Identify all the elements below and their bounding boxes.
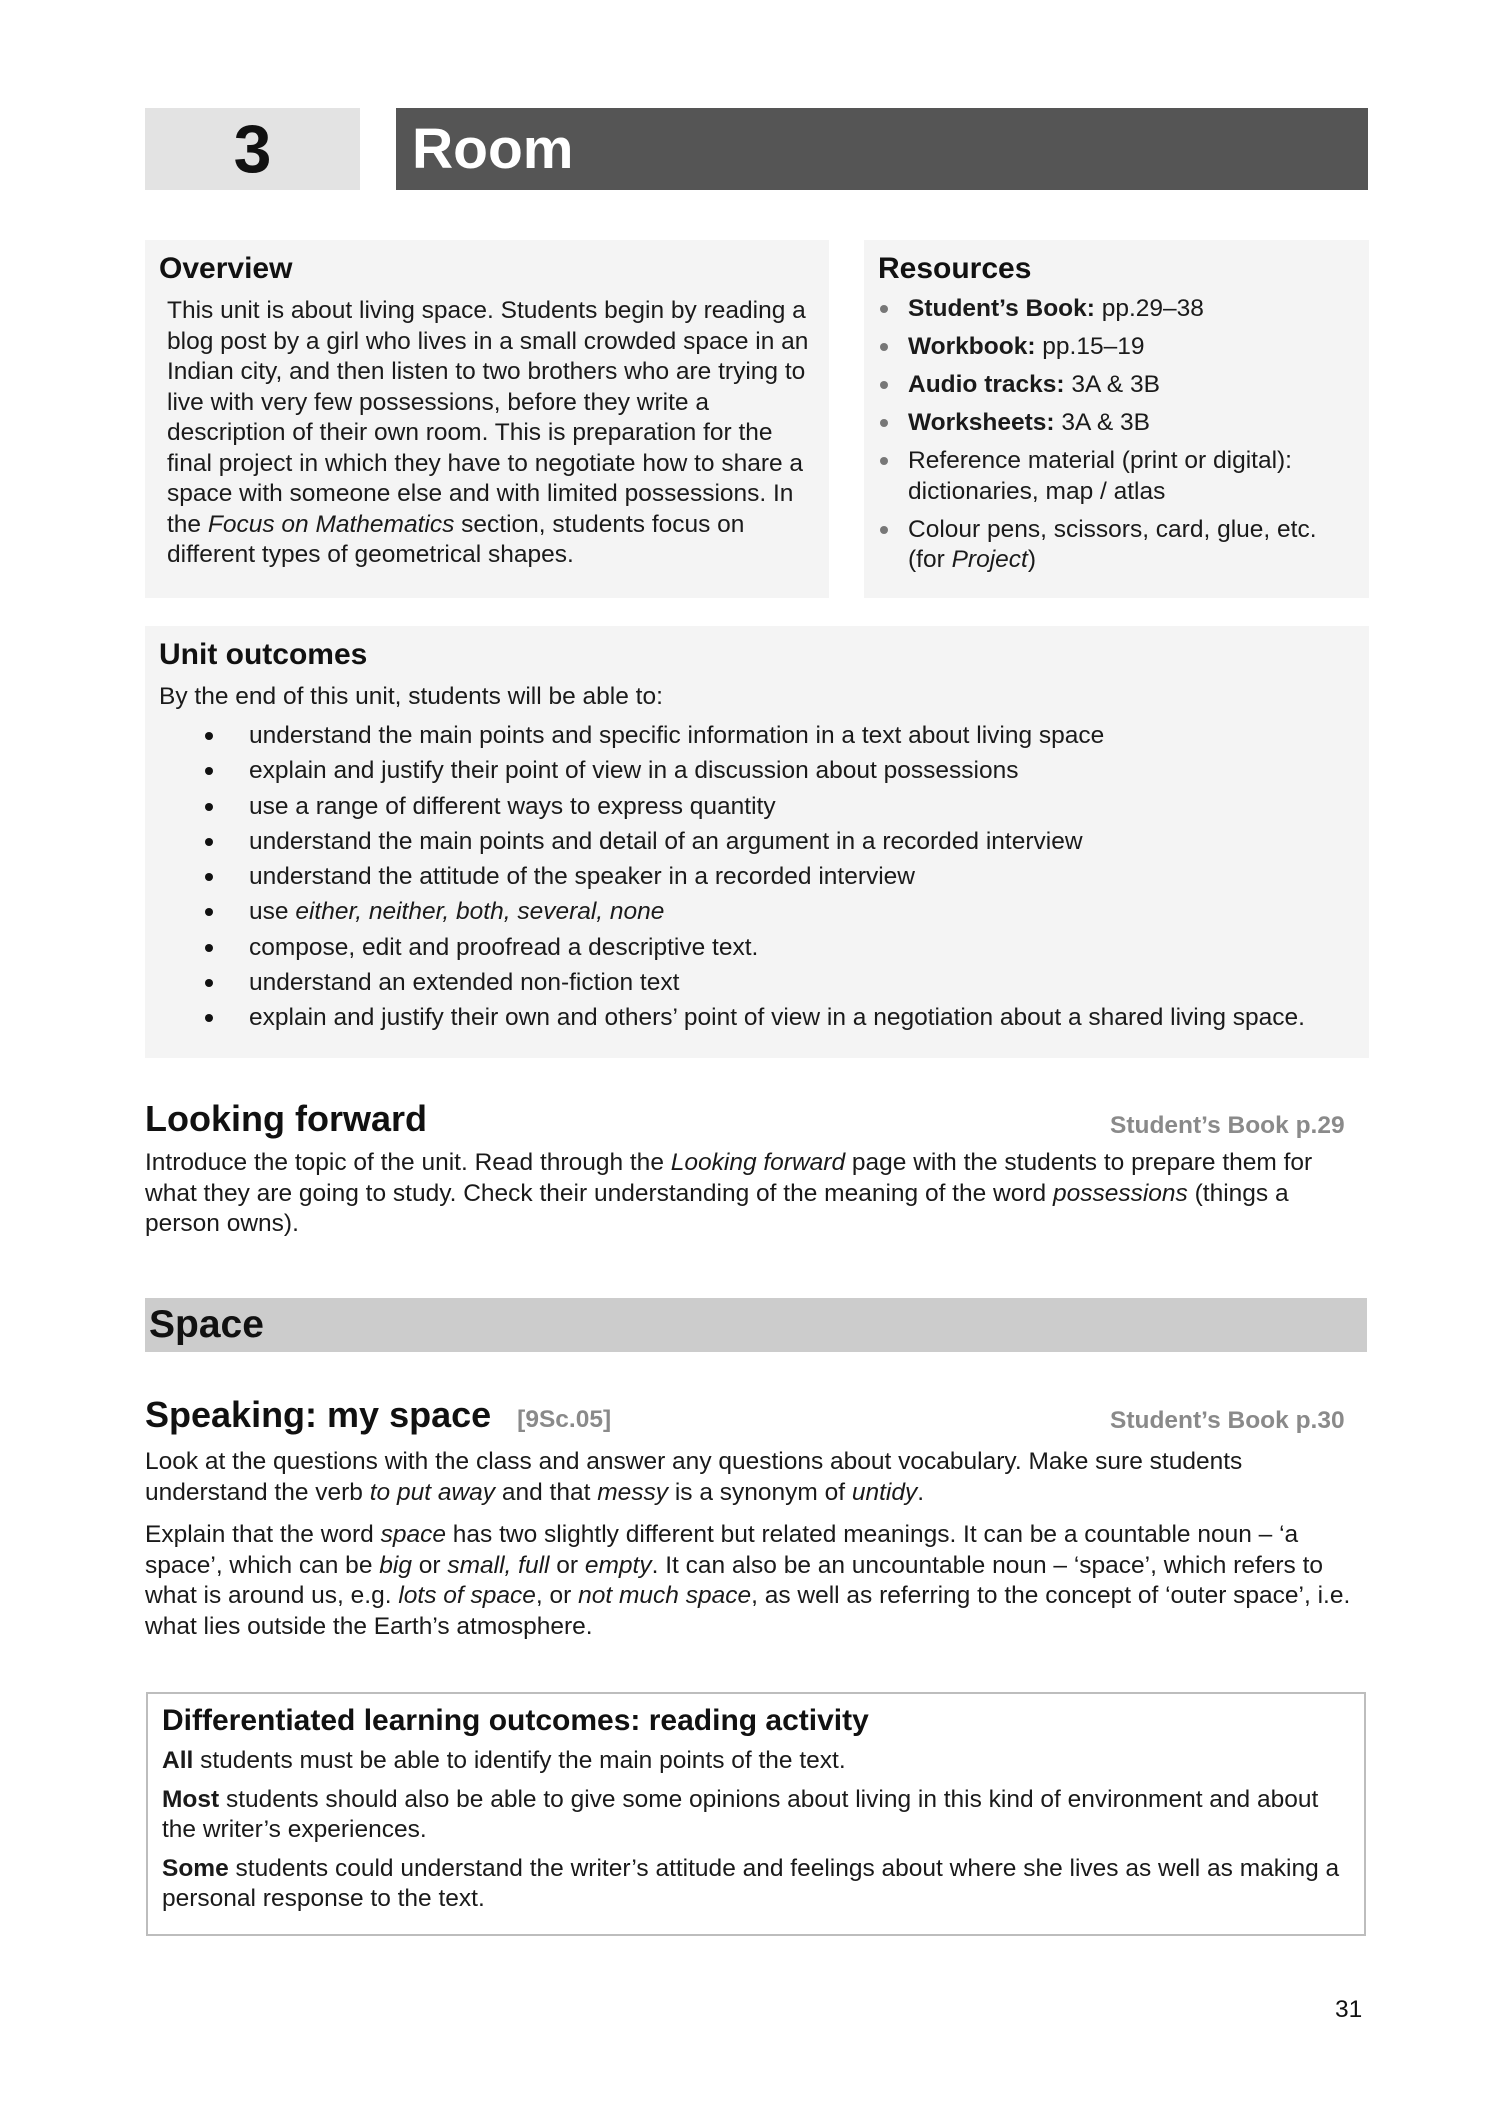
outcome-item: compose, edit and proofread a descriptive text.: [159, 930, 1355, 965]
resources-list: [878, 294, 1355, 576]
outcome-item: use either, neither, both, several, none: [159, 894, 1355, 929]
differentiated-row: Some students could understand the writer’s attitude and feelings about where she lives as well as making a personal response to the text.: [162, 1854, 1340, 1912]
bullet-icon: [880, 457, 888, 465]
resource-item: Audio tracks: 3A & 3B: [878, 370, 1355, 401]
differentiated-row: Most students should also be able to give some opinions about living in this kind of environment and about the writer’s experiences.: [162, 1785, 1319, 1843]
resource-item: Reference material (print or digital): dictionaries, map / atlas: [878, 446, 1355, 507]
outcomes-intro: By the end of this unit, students will be able to:: [159, 683, 663, 710]
bullet-icon: [205, 732, 213, 740]
overview-heading: Overview: [159, 252, 293, 285]
bullet-icon: [880, 526, 888, 534]
differentiated-outcomes-box: [146, 1692, 1366, 1936]
bullet-icon: [880, 343, 888, 351]
bullet-icon: [205, 944, 213, 952]
unit-number: 3: [145, 108, 360, 190]
bullet-icon: [205, 979, 213, 987]
bullet-icon: [880, 419, 888, 427]
speaking-ref: Student’s Book p.30: [1110, 1407, 1345, 1434]
outcome-item: understand the main points and detail of an argument in a recorded interview: [159, 824, 1355, 859]
unit-title: Room: [396, 108, 1368, 190]
overview-box: [145, 240, 829, 598]
resource-item: Colour pens, scissors, card, glue, etc. (for Project): [878, 515, 1355, 576]
resource-item: Student’s Book: pp.29–38: [878, 294, 1355, 325]
outcomes-list: [159, 718, 1355, 1036]
looking-forward-ref: Student’s Book p.29: [1110, 1112, 1345, 1139]
looking-forward-heading: Looking forward: [145, 1098, 427, 1139]
speaking-paragraph-1: Look at the questions with the class and answer any questions about vocabulary. Make sure students understand the verb to put away and that messy is a synonym of untidy.: [145, 1448, 1243, 1506]
bullet-icon: [880, 305, 888, 313]
bullet-icon: [205, 803, 213, 811]
overview-text: This unit is about living space. Students begin by reading a blog post by a girl who lives in a small crowded space in an Indian city, and then listen to two brothers who are trying to live with very few possessions, before they write a description of their own room. This is preparation for the final project in which they have to negotiate how to share a space with someone else and with limited possessions. In the Focus on Mathematics section, students focus on different types of geometrical shapes.: [167, 297, 809, 568]
bullet-icon: [205, 838, 213, 846]
outcome-item: explain and justify their point of view in a discussion about possessions: [159, 753, 1355, 788]
unit-outcomes-box: [145, 626, 1369, 1058]
outcome-item: understand an extended non-fiction text: [159, 965, 1355, 1000]
outcome-item: use a range of different ways to express quantity: [159, 789, 1355, 824]
page-number: 31: [1335, 1996, 1363, 2023]
bullet-icon: [205, 908, 213, 916]
curriculum-code: [9Sc.05]: [517, 1406, 612, 1433]
bullet-icon: [205, 767, 213, 775]
bullet-icon: [205, 1014, 213, 1022]
bullet-icon: [205, 873, 213, 881]
resources-box: [864, 240, 1369, 598]
resource-item: Workbook: pp.15–19: [878, 332, 1355, 363]
resource-item: Worksheets: 3A & 3B: [878, 408, 1355, 439]
speaking-paragraph-2: Explain that the word space has two slightly different but related meanings. It can be a countable noun – ‘a space’, which can be big or small, full or empty. It can also be an uncountable noun – ‘space’, which refers to what is around us, e.g. lots of space, or not much space, as well as referring to the concept of ‘outer space’, i.e. what lies outside the Earth’s atmosphere.: [145, 1521, 1351, 1640]
outcome-item: understand the attitude of the speaker in a recorded interview: [159, 859, 1355, 894]
section-band-space: Space: [145, 1298, 1367, 1352]
outcome-item: understand the main points and specific information in a text about living space: [159, 718, 1355, 753]
differentiated-heading: Differentiated learning outcomes: reading activity: [162, 1704, 869, 1737]
outcome-item: explain and justify their own and others’ point of view in a negotiation about a shared living space.: [159, 1000, 1355, 1035]
looking-forward-text: Introduce the topic of the unit. Read through the Looking forward page with the students to prepare them for what they are going to study. Check their understanding of the meaning of the word possessions (things a person owns).: [145, 1149, 1313, 1237]
bullet-icon: [880, 381, 888, 389]
differentiated-row: All students must be able to identify the main points of the text.: [162, 1747, 846, 1774]
speaking-heading-row: [145, 1394, 611, 1436]
resources-heading: Resources: [878, 252, 1032, 285]
outcomes-heading: Unit outcomes: [159, 638, 368, 671]
speaking-heading: Speaking: my space: [145, 1394, 492, 1435]
